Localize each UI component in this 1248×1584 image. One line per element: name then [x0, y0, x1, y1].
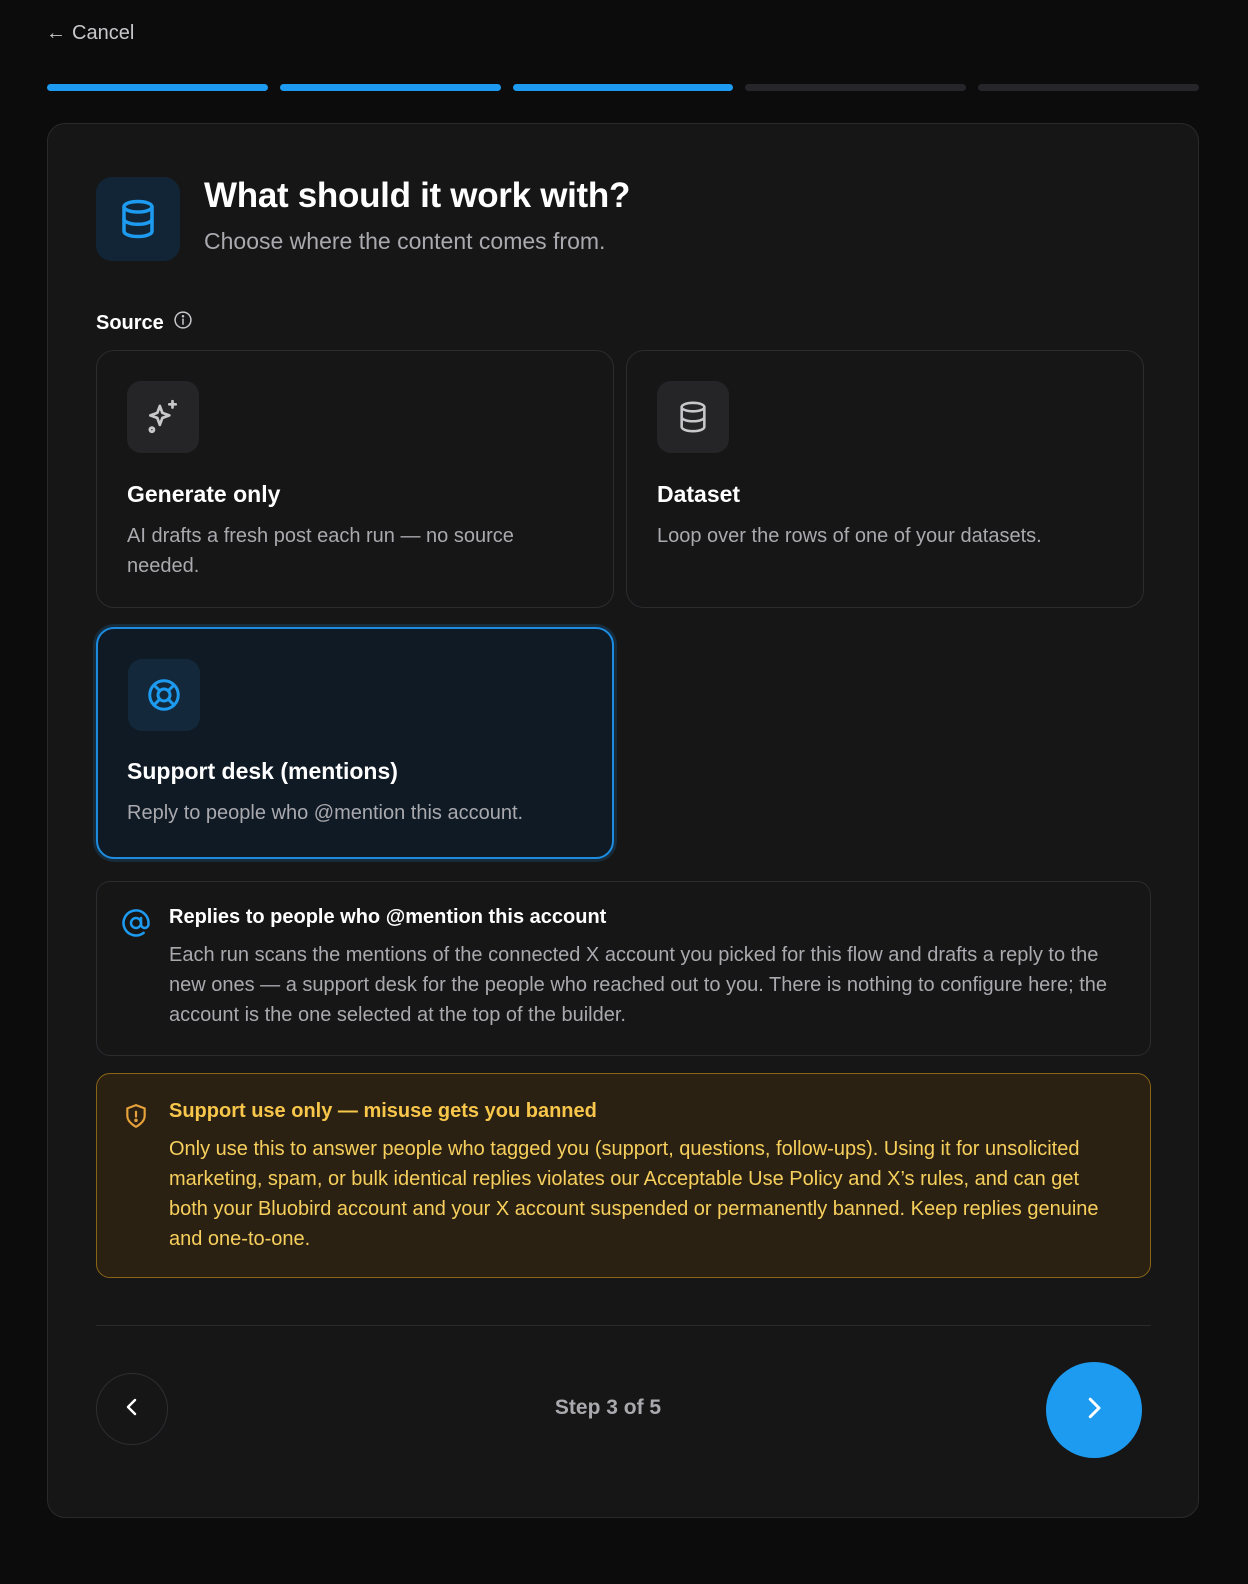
source-label-text: Source — [96, 311, 164, 334]
step-progress-bar — [47, 84, 1199, 91]
shield-alert-icon — [123, 1102, 149, 1135]
life-buoy-icon — [128, 659, 200, 731]
misuse-warning-box — [96, 1073, 1151, 1278]
footer-divider — [96, 1325, 1151, 1326]
database-icon — [657, 381, 729, 453]
option-description: AI drafts a fresh post each run — no source needed. — [127, 525, 514, 577]
page-subtitle: Choose where the content comes from. — [204, 228, 606, 254]
option-title: Generate only — [127, 481, 281, 507]
option-title: Support desk (mentions) — [127, 758, 398, 784]
step-indicator: Step 3 of 5 — [554, 1396, 662, 1419]
info-icon[interactable] — [173, 310, 193, 336]
cancel-label: Cancel — [72, 22, 135, 44]
source-option-support-desk[interactable] — [96, 627, 614, 859]
cancel-link[interactable] — [46, 22, 134, 45]
page-title: What should it work with? — [204, 176, 631, 215]
next-button[interactable] — [1046, 1362, 1142, 1458]
wizard-card — [47, 123, 1199, 1518]
database-icon — [96, 177, 180, 261]
option-title: Dataset — [657, 481, 741, 507]
source-option-dataset[interactable] — [626, 350, 1144, 608]
progress-segment — [47, 84, 268, 91]
mentions-info-box — [96, 881, 1151, 1056]
option-description: Reply to people who @mention this account. — [127, 802, 524, 824]
warning-title: Support use only — misuse gets you banned — [169, 1100, 597, 1122]
at-sign-icon — [121, 908, 151, 943]
warning-text: Only use this to answer people who tagged you (support, questions, follow-ups). Using it for unsolicited marketing, spam, or bulk identical replies violates our Acceptable Use Policy and X’s rules, and can get both your Bluobird account and your X account suspended or permanently banned. Keep replies genuine and one-to-one. — [169, 1138, 1099, 1250]
progress-segment — [978, 84, 1199, 91]
chevron-right-icon — [1079, 1393, 1109, 1428]
source-label — [96, 310, 193, 336]
info-box-text: Each run scans the mentions of the connected X account you picked for this flow and drafts a reply to the new ones — a support desk for the people who reached out to you. There is nothing to configure here; the account is the one selected at the top of the builder. — [169, 944, 1108, 1026]
sparkles-icon — [127, 381, 199, 453]
progress-segment — [745, 84, 966, 91]
arrow-left-icon: ← — [46, 22, 66, 44]
source-option-generate-only[interactable] — [96, 350, 614, 608]
info-box-title: Replies to people who @mention this account — [169, 906, 607, 928]
option-description: Loop over the rows of one of your datasets. — [657, 525, 1042, 547]
progress-segment — [513, 84, 734, 91]
progress-segment — [280, 84, 501, 91]
